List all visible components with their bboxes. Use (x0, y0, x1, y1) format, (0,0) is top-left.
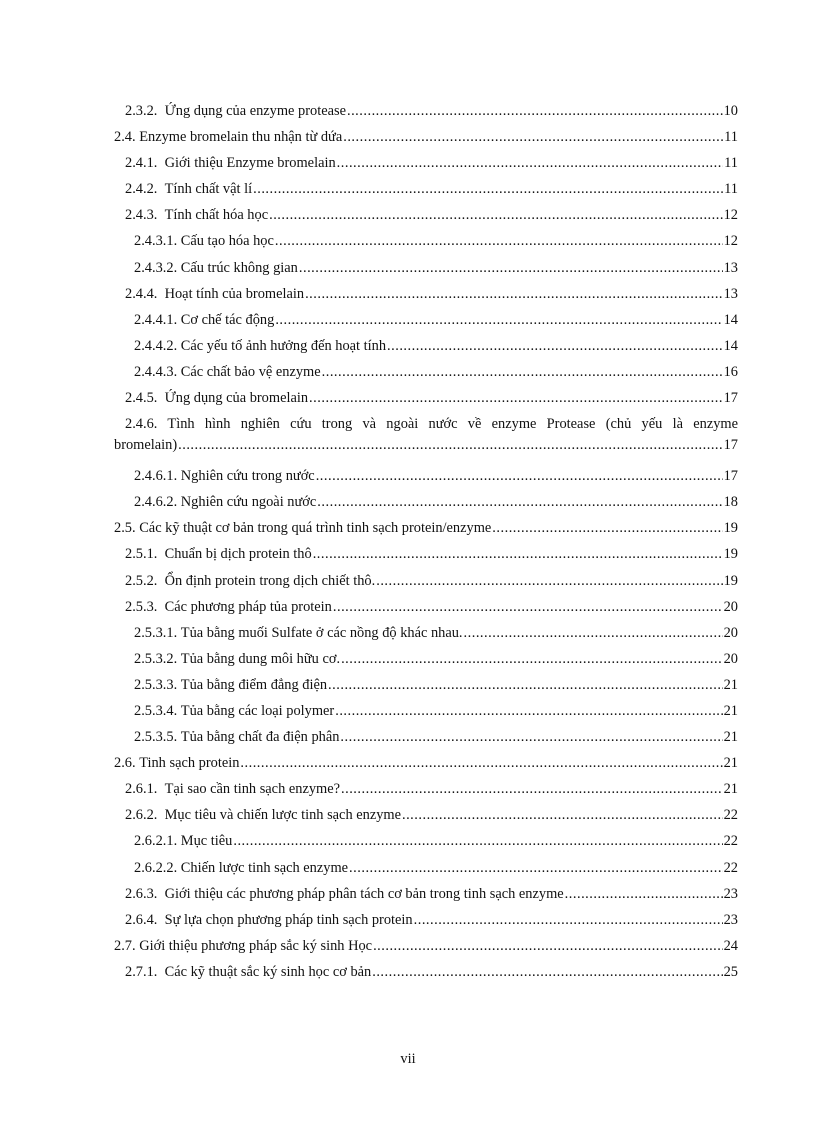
toc-entry-number: 2.4.4.1. (134, 311, 178, 328)
toc-leader-dots (313, 541, 723, 567)
toc-leader-dots (341, 776, 723, 802)
toc-entry-page: 11 (724, 129, 738, 146)
toc-entry-number: 2.5.3.5. (134, 729, 178, 746)
toc-leader-dots (372, 959, 722, 985)
toc-leader-dots (233, 828, 722, 854)
toc-entry-title: Ứng dụng của bromelain (164, 390, 309, 407)
toc-entry-number: 2.5.3.1. (134, 624, 178, 641)
toc-entry-number: 2.4.6.1. (134, 468, 178, 485)
toc-entry-page: 18 (723, 494, 738, 511)
toc-entry-number: 2.6.2.1. (134, 833, 178, 850)
toc-entry-number: 2.7. (114, 937, 136, 954)
toc-entry-title: Chiến lược tinh sạch enzyme (180, 859, 349, 876)
toc-entry[interactable] (114, 907, 738, 933)
toc-entry-page: 21 (723, 755, 738, 772)
toc-entry-title: Tủa bằng dung môi hữu cơ. (180, 650, 341, 667)
toc-entry-wrapped[interactable] (114, 411, 738, 463)
toc-entry-title: Tủa bằng chất đa điện phân (180, 729, 340, 746)
toc-entry-title: Các yếu tố ảnh hưởng đến hoạt tính (180, 337, 387, 354)
toc-leader-dots (275, 228, 723, 254)
toc-entry-title: Nghiên cứu ngoài nước (180, 494, 317, 511)
toc-leader-dots (337, 150, 723, 176)
toc-entry-title: Các kỹ thuật cơ bản trong quá trình tinh sạch protein/enzyme (139, 520, 492, 537)
toc-leader-dots (343, 124, 723, 150)
toc-entry-number: 2.7.1. (125, 963, 158, 980)
toc-leader-dots (328, 672, 723, 698)
toc-entry-number: 2.4.4.3. (134, 363, 178, 380)
toc-leader-dots (240, 750, 722, 776)
toc-entry-number: 2.6.3. (125, 885, 158, 902)
toc-entry[interactable] (114, 489, 738, 515)
toc-entry[interactable] (114, 463, 738, 489)
toc-entry-page: 13 (723, 259, 738, 276)
toc-entry-title: Hoạt tính của bromelain (164, 285, 305, 302)
toc-entry-page: 19 (723, 546, 738, 563)
toc-leader-dots (309, 385, 723, 411)
toc-entry-title: Ứng dụng của enzyme protease (164, 103, 346, 119)
toc-entry[interactable] (114, 281, 738, 307)
toc-entry[interactable] (114, 307, 738, 333)
toc-entry[interactable] (114, 828, 738, 854)
toc-entry-title: Nghiên cứu trong nước (180, 468, 315, 485)
toc-entry-number: 2.5.2. (125, 572, 158, 589)
toc-entry-page: 19 (723, 520, 738, 537)
toc-entry-page: 14 (723, 337, 738, 354)
toc-entry-number: 2.6.2.2. (134, 859, 178, 876)
toc-entry[interactable] (114, 698, 738, 724)
toc-leader-dots (340, 724, 722, 750)
toc-entry-page: 13 (723, 285, 738, 302)
toc-entry-title: Tại sao cần tinh sạch enzyme? (164, 781, 341, 798)
toc-entry-number: 2.4.3. (125, 207, 158, 224)
toc-leader-dots (335, 698, 722, 724)
toc-entry-number: 2.4.5. (125, 390, 158, 407)
toc-entry-title: Tủa bằng điểm đẳng điện (180, 676, 328, 693)
toc-leader-dots (269, 202, 723, 228)
toc-leader-dots (275, 307, 722, 333)
toc-entry-title: Cơ chế tác động (180, 311, 275, 328)
toc-entry-title-continued: bromelain) (114, 437, 178, 454)
toc-entry-number: 2.5.3.2. (134, 650, 178, 667)
toc-entry[interactable] (114, 202, 738, 228)
toc-entry-page: 22 (723, 807, 738, 824)
toc-entry-title: Tủa bằng muối Sulfate ở các nồng độ khác nhau. (180, 624, 463, 641)
toc-entry-title: Các phương pháp tủa protein (164, 598, 332, 615)
toc-leader-dots (387, 333, 723, 359)
toc-entry-page: 21 (723, 781, 738, 798)
toc-leader-dots (178, 435, 722, 456)
toc-leader-dots (333, 594, 723, 620)
toc-entry-number: 2.6. (114, 755, 136, 772)
toc-entry[interactable] (114, 385, 738, 411)
toc-leader-dots (347, 98, 723, 124)
toc-entry-number: 2.4.1. (125, 155, 158, 172)
toc-entry-page: 17 (723, 468, 738, 485)
toc-entry-title: Sự lựa chọn phương pháp tinh sạch protein (164, 911, 413, 928)
toc-leader-dots (317, 489, 722, 515)
toc-leader-dots (376, 568, 722, 594)
toc-entry-title: Giới thiệu Enzyme bromelain (164, 155, 336, 172)
toc-entry-number: 2.6.4. (125, 911, 158, 928)
toc-entry-page: 23 (723, 911, 738, 928)
toc-entry-line-1 (125, 411, 738, 435)
toc-entry[interactable] (114, 594, 738, 620)
toc-leader-dots (414, 907, 723, 933)
toc-entry-number: 2.4.3.1. (134, 233, 178, 250)
toc-entry-number: 2.4.6.2. (134, 494, 178, 511)
toc-entry-page: 10 (723, 103, 738, 119)
toc-entry-title: Các kỹ thuật sắc ký sinh học cơ bản (164, 963, 372, 980)
toc-entry-page: 20 (723, 624, 738, 641)
toc-entry-title: Chuẩn bị dịch protein thô (164, 546, 312, 563)
toc-leader-dots (316, 463, 723, 489)
toc-leader-dots (565, 881, 723, 907)
toc-entry-title: Tính chất vật lí (164, 181, 253, 198)
toc-leader-dots (253, 176, 723, 202)
toc-entry-page: 12 (723, 233, 738, 250)
toc-leader-dots (464, 620, 723, 646)
toc-entry-page: 17 (723, 390, 738, 407)
toc-entry-page: 21 (723, 702, 738, 719)
toc-entry[interactable] (114, 959, 738, 985)
toc-entry-title: Tủa bằng các loại polymer (180, 702, 335, 719)
toc-entry-page: 24 (723, 937, 738, 954)
toc-entry-number: 2.3.2. (125, 103, 158, 119)
toc-entry-title: Giới thiệu phương pháp sắc ký sinh Học (139, 937, 373, 954)
toc-entry[interactable] (114, 646, 738, 672)
toc-entry-page: 11 (724, 181, 738, 198)
toc-entry-title: Enzyme bromelain thu nhận từ dứa (139, 129, 343, 146)
toc-entry[interactable] (114, 672, 738, 698)
toc-entry[interactable] (114, 515, 738, 541)
toc-leader-dots (373, 933, 723, 959)
toc-leader-dots (322, 359, 723, 385)
toc-entry-number: 2.5.3. (125, 598, 158, 615)
toc-leader-dots (402, 802, 723, 828)
toc-entry-number: 2.4.6. (125, 416, 158, 433)
toc-entry-page: 20 (723, 598, 738, 615)
toc-entry-page: 14 (723, 311, 738, 328)
toc-entry[interactable] (114, 620, 738, 646)
toc-entry[interactable] (114, 568, 738, 594)
toc-entry[interactable] (114, 776, 738, 802)
toc-entry-title: Cấu tạo hóa học (180, 233, 274, 250)
toc-entry-title: Giới thiệu các phương pháp phân tách cơ bản trong tinh sạch enzyme (164, 885, 564, 902)
toc-entry-page: 20 (723, 650, 738, 667)
toc-entry-number: 2.4.4. (125, 285, 158, 302)
toc-entry[interactable] (114, 255, 738, 281)
toc-entry-title: Các chất bảo vệ enzyme (180, 363, 321, 380)
toc-entry-number: 2.5.3.4. (134, 702, 178, 719)
toc-entry-page: 21 (723, 676, 738, 693)
toc-entry[interactable] (114, 933, 738, 959)
toc-leader-dots (305, 281, 723, 307)
toc-entry-page: 23 (723, 885, 738, 902)
toc-entry-title: Mục tiêu và chiến lược tinh sạch enzyme (164, 807, 401, 824)
toc-entry-number: 2.4. (114, 129, 136, 146)
toc-entry-page: 25 (723, 963, 738, 980)
toc-entry[interactable] (114, 176, 738, 202)
toc-entry-title: Tình hình nghiên cứu trong và ngoài nước về enzyme Protease (chủ yếu là enzyme (167, 416, 738, 433)
toc-entry-page: 16 (723, 363, 738, 380)
toc-entry-number: 2.6.1. (125, 781, 158, 798)
toc-entry-number: 2.4.4.2. (134, 337, 178, 354)
toc-entry-title: Cấu trúc không gian (180, 259, 298, 276)
toc-entry-number: 2.5.3.3. (134, 676, 178, 693)
toc-entry-title: Tính chất hóa học (164, 207, 269, 224)
toc-entry[interactable] (114, 750, 738, 776)
toc-entry[interactable] (114, 881, 738, 907)
toc-entry[interactable] (114, 228, 738, 254)
toc-entry-page: 22 (723, 859, 738, 876)
toc-entry-title: Mục tiêu (180, 833, 233, 850)
toc-entry-number: 2.6.2. (125, 807, 158, 824)
toc-entry-page: 11 (724, 155, 738, 172)
toc-leader-dots (299, 255, 723, 281)
toc-entry-line-2 (114, 435, 738, 456)
toc-leader-dots (492, 515, 722, 541)
toc-entry[interactable] (114, 333, 738, 359)
toc-entry[interactable] (114, 98, 738, 124)
toc-entry-title: Ổn định protein trong dịch chiết thô. (164, 572, 376, 589)
toc-entry-page: 17 (723, 437, 738, 454)
toc-entry-page: 22 (723, 833, 738, 850)
toc-entry-page: 21 (723, 729, 738, 746)
toc-entry-number: 2.4.3.2. (134, 259, 178, 276)
toc-leader-dots (349, 855, 723, 881)
toc-entry[interactable] (114, 802, 738, 828)
toc-entry[interactable] (114, 124, 738, 150)
toc-entry-number: 2.4.2. (125, 181, 158, 198)
toc-entry-page: 19 (723, 572, 738, 589)
page-number: vii (400, 1051, 416, 1067)
toc-entry-title: Tinh sạch protein (139, 755, 240, 772)
toc-entry[interactable] (114, 541, 738, 567)
toc-entry[interactable] (114, 150, 738, 176)
toc-entry[interactable] (114, 855, 738, 881)
toc-entry-page: 12 (723, 207, 738, 224)
toc-leader-dots (341, 646, 723, 672)
toc-entry-number: 2.5.1. (125, 546, 158, 563)
toc-entry[interactable] (114, 359, 738, 385)
toc-entry-number: 2.5. (114, 520, 136, 537)
table-of-contents (114, 98, 738, 985)
toc-entry[interactable] (114, 724, 738, 750)
